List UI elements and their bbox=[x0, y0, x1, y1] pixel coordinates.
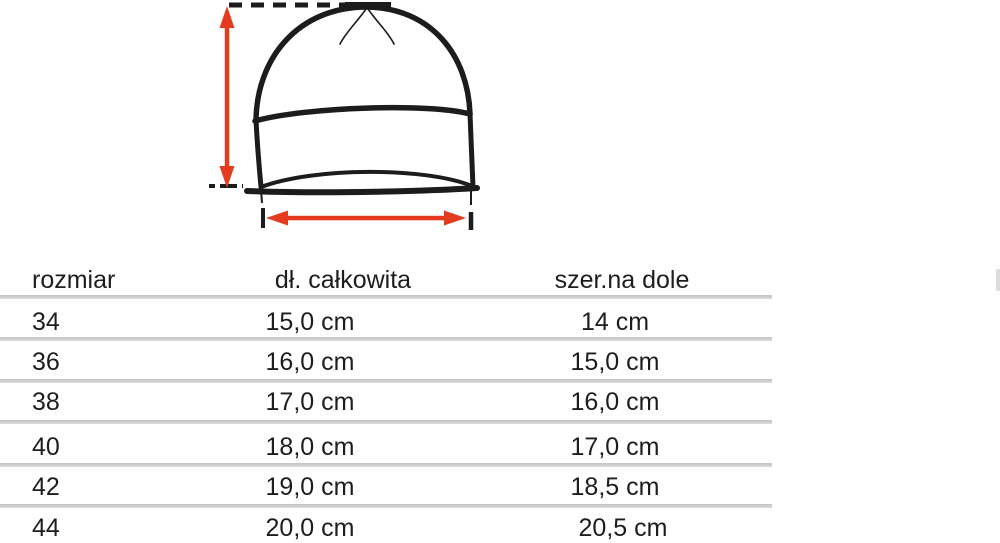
width-cell: 17,0 cm bbox=[570, 433, 660, 461]
size-cell: 36 bbox=[32, 348, 60, 376]
row-separator bbox=[0, 295, 772, 299]
size-cell: 38 bbox=[32, 388, 60, 416]
table-header-row bbox=[0, 266, 1000, 294]
column-header-rozmiar: rozmiar bbox=[32, 266, 116, 294]
width-cell: 14 cm bbox=[580, 308, 650, 336]
column-header-dl-calkowita: dł. całkowita bbox=[274, 266, 412, 294]
width-cell: 20,5 cm bbox=[578, 514, 668, 542]
size-cell: 44 bbox=[32, 514, 60, 542]
column-header-szer-na-dole: szer.na dole bbox=[554, 266, 690, 294]
row-separator bbox=[0, 420, 772, 424]
table-row bbox=[0, 514, 1000, 542]
length-cell: 16,0 cm bbox=[265, 348, 355, 376]
width-cell: 18,5 cm bbox=[570, 473, 660, 501]
length-cell: 15,0 cm bbox=[265, 308, 355, 336]
size-cell: 42 bbox=[32, 473, 60, 501]
table-row bbox=[0, 473, 1000, 501]
table-row bbox=[0, 348, 1000, 376]
length-cell: 20,0 cm bbox=[265, 514, 355, 542]
row-separator bbox=[0, 463, 772, 467]
length-cell: 17,0 cm bbox=[265, 388, 355, 416]
table-row bbox=[0, 388, 1000, 416]
length-cell: 19,0 cm bbox=[265, 473, 355, 501]
length-cell: 18,0 cm bbox=[265, 433, 355, 461]
width-cell: 15,0 cm bbox=[570, 348, 660, 376]
row-separator bbox=[0, 337, 772, 341]
width-cell: 16,0 cm bbox=[570, 388, 660, 416]
table-row bbox=[0, 308, 1000, 336]
edge-artifact bbox=[996, 269, 1000, 291]
row-separator bbox=[0, 504, 772, 508]
table-row bbox=[0, 433, 1000, 461]
size-cell: 40 bbox=[32, 433, 60, 461]
row-separator bbox=[0, 379, 772, 383]
size-cell: 34 bbox=[32, 308, 60, 336]
